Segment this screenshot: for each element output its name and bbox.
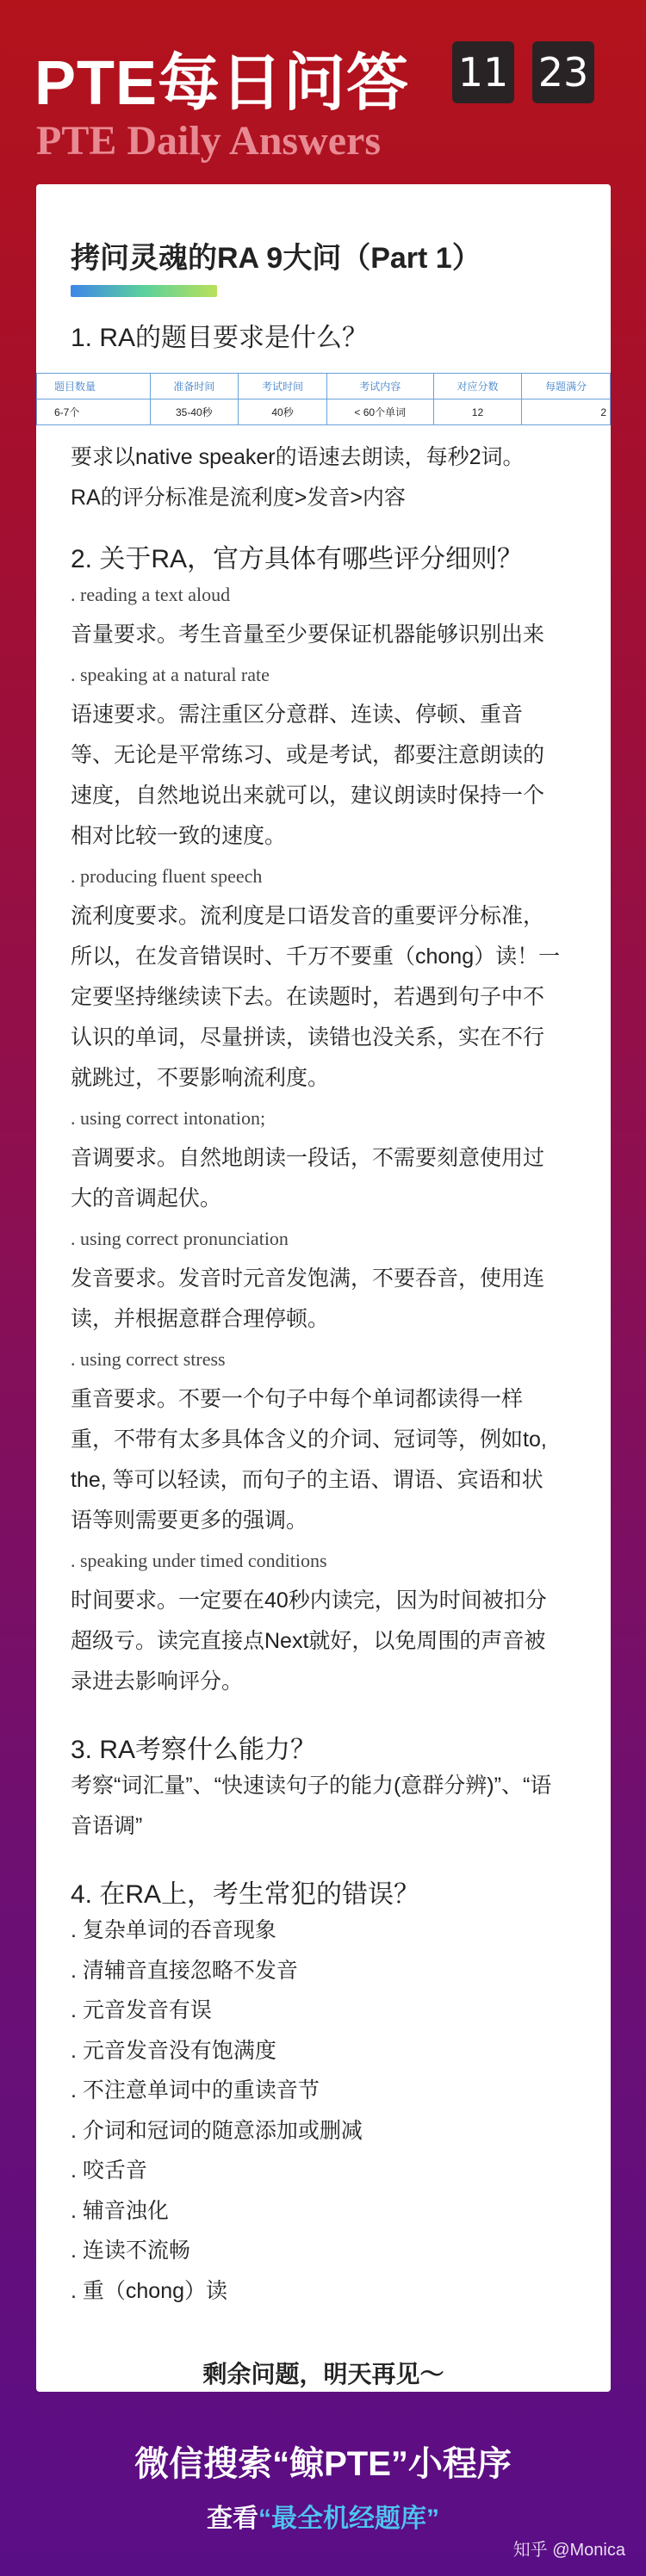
table-header-cell: 准备时间 xyxy=(150,374,239,399)
paragraph-line: 速度，自然地说出来就可以，建议朗读时保持一个 xyxy=(71,783,545,808)
paragraph-line: 读，并根据意群合理停顿。 xyxy=(71,1307,330,1331)
criterion-subheading: . using correct pronunciation xyxy=(71,1228,289,1249)
table-cell: 35-40秒 xyxy=(150,399,239,425)
question-2-heading: 2. 关于RA，官方具体有哪些评分细则？ xyxy=(71,545,524,573)
paragraph-line: 时间要求。一定要在40秒内读完，因为时间被扣分 xyxy=(71,1588,547,1613)
footer-cta: 微信搜索“鲸PTE”小程序 xyxy=(134,2445,512,2483)
paragraph-line: 等、无论是平常练习、或是考试，都要注意朗读的 xyxy=(71,743,545,767)
paragraph-line: 语等则需要更多的强调。 xyxy=(71,1508,308,1533)
table-cell: < 60个单词 xyxy=(326,399,433,425)
header-subtitle: PTE Daily Answers xyxy=(36,118,382,164)
paragraph-line: 流利度要求。流利度是口语发音的重要评分标准， xyxy=(71,904,545,928)
card-title: 拷问灵魂的RA 9大问（Part 1） xyxy=(71,242,481,275)
paragraph-line: 超级亏。读完直接点Next就好，以免周围的声音被 xyxy=(71,1629,546,1653)
paragraph-line: 音量要求。考生音量至少要保证机器能够识别出来 xyxy=(71,622,545,647)
table-cell: 2 xyxy=(522,399,611,425)
question-1-heading: 1. RA的题目要求是什么？ xyxy=(71,324,369,352)
paragraph-line: 重，不带有太多具体含义的介词、冠词等，例如to, xyxy=(71,1427,547,1452)
question-4-heading: 4. 在RA上，考生常犯的错误？ xyxy=(71,1880,420,1909)
paragraph-line: 发音要求。发音时元音发饱满，不要吞音，使用连 xyxy=(71,1266,545,1291)
table-header-cell: 对应分数 xyxy=(433,374,522,399)
closing-text: 剩余问题，明天再见～ xyxy=(202,2361,444,2387)
criterion-subheading: . using correct stress xyxy=(71,1348,226,1370)
paragraph-line: 录进去影响评分。 xyxy=(71,1669,244,1694)
list-item: . 清辅音直接忽略不发音 xyxy=(71,1958,298,1983)
paragraph-line: 音调要求。自然地朗读一段话，不需要刻意使用过 xyxy=(71,1146,545,1170)
table-header-cell: 考试时间 xyxy=(239,374,327,399)
paragraph-line: RA的评分标准是流利度>发音>内容 xyxy=(71,486,406,510)
requirements-table xyxy=(36,373,611,425)
criterion-subheading: . speaking at a natural rate xyxy=(71,664,270,685)
table-cell: 6-7个 xyxy=(37,399,151,425)
paragraph-line: the, 等可以轻读，而句子的主语、谓语、宾语和状 xyxy=(71,1468,544,1492)
list-item: . 连读不流畅 xyxy=(71,2239,190,2263)
paragraph-line: 就跳过，不要影响流利度。 xyxy=(71,1066,330,1090)
header-title: PTE每日问答 xyxy=(34,49,410,118)
content-card xyxy=(36,184,611,2392)
paragraph-line: 考察“词汇量”、“快速读句子的能力(意群分辨)”、“语 xyxy=(71,1774,552,1798)
paragraph-line: 所以，在发音错误时、千万不要重（chong）读！一 xyxy=(71,944,561,969)
date-day-badge: 23 xyxy=(532,41,594,103)
list-item: . 介词和冠词的随意添加或删减 xyxy=(71,2118,363,2143)
paragraph-line: 语速要求。需注重区分意群、连读、停顿、重音 xyxy=(71,703,524,727)
criterion-subheading: . speaking under timed conditions xyxy=(71,1550,327,1571)
watermark: 知乎 @Monica xyxy=(512,2541,625,2560)
list-item: . 辅音浊化 xyxy=(71,2198,169,2223)
paragraph-line: 音语调” xyxy=(71,1814,143,1838)
table-header-cell: 题目数量 xyxy=(37,374,151,399)
list-item: . 元音发音没有饱满度 xyxy=(71,2038,276,2063)
criterion-subheading: . reading a text aloud xyxy=(71,584,231,605)
paragraph-line: 大的音调起伏。 xyxy=(71,1186,222,1211)
paragraph-line: 定要坚持继续读下去。在读题时，若遇到句子中不 xyxy=(71,985,545,1009)
list-item: . 重（chong）读 xyxy=(71,2278,228,2303)
list-item: . 不注意单词中的重读音节 xyxy=(71,2078,320,2102)
table-header-cell: 每题满分 xyxy=(522,374,611,399)
paragraph-line: 要求以native speaker的语速去朗读，每秒2词。 xyxy=(71,445,525,469)
criterion-subheading: . producing fluent speech xyxy=(71,865,263,887)
paragraph-line: 认识的单词，尽量拼读，读错也没关系，实在不行 xyxy=(71,1025,545,1050)
criterion-subheading: . using correct intonation; xyxy=(71,1107,266,1129)
list-item: . 复杂单词的吞音现象 xyxy=(71,1918,276,1942)
date-month-badge: 11 xyxy=(452,41,514,103)
table-header-row xyxy=(37,374,611,399)
footer-highlight: “最全机经题库” xyxy=(258,2505,439,2533)
list-item: . 咬舌音 xyxy=(71,2158,147,2183)
paragraph-line: 相对比较一致的速度。 xyxy=(71,824,287,848)
table-cell: 40秒 xyxy=(239,399,327,425)
list-item: . 元音发音有误 xyxy=(71,1998,212,2022)
footer-prefix: 查看 xyxy=(207,2505,258,2533)
footer-subline xyxy=(0,2497,646,2535)
paragraph-line: 重音要求。不要一个句子中每个单词都读得一样 xyxy=(71,1387,524,1411)
table-row xyxy=(37,399,611,425)
title-underline-bar xyxy=(71,285,217,297)
table-cell: 12 xyxy=(433,399,522,425)
table-header-cell: 考试内容 xyxy=(326,374,433,399)
question-3-heading: 3. RA考察什么能力？ xyxy=(71,1736,317,1764)
